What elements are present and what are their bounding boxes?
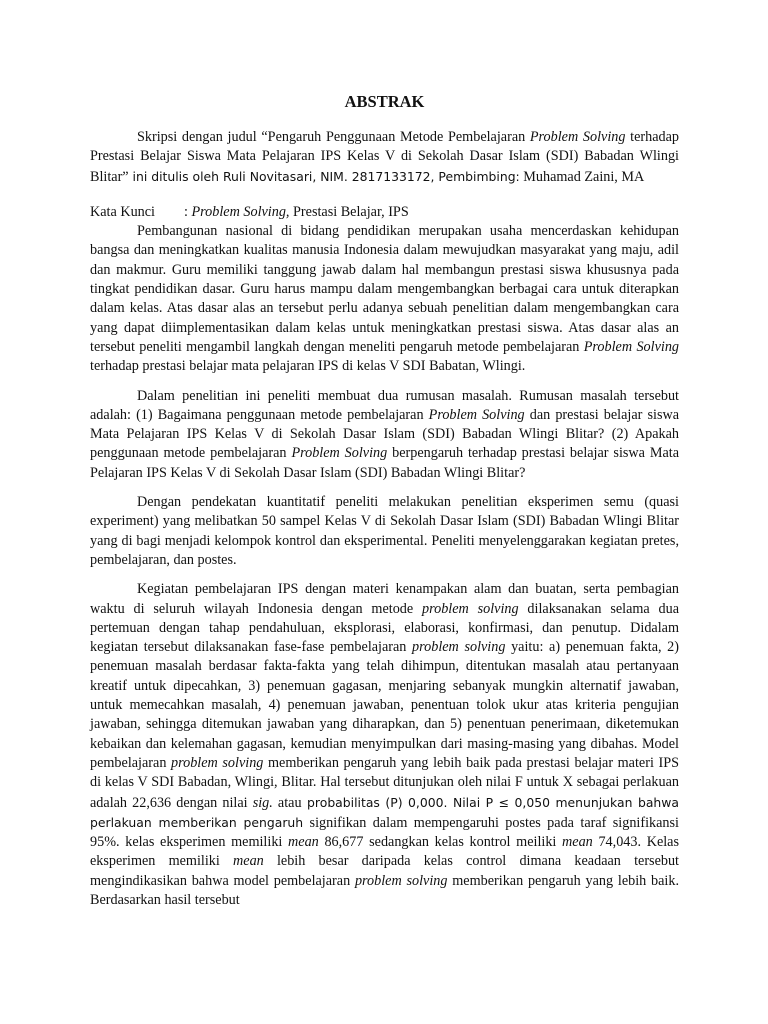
- paragraph-3: [90, 493, 679, 570]
- keywords-label: Kata Kunci: [90, 203, 156, 220]
- p4-text-9: lebih besar daripada kelas control dimana keadaan tersebut mengindikasikan bahwa model pembelajaran: [90, 853, 679, 889]
- paragraph-2: [90, 387, 679, 483]
- p4-text-10: memberikan pengaruh yang lebih baik. Berdasarkan hasil tersebut: [90, 872, 679, 908]
- p4-text-probabilitas: probabilitas (P) 0,000. Nilai P ≤ 0,050 menunjukan bahwa perlakuan memberikan pengaruh: [90, 794, 679, 830]
- keywords-rest: Prestasi Belajar, IPS: [289, 203, 409, 220]
- intro-paragraph: [90, 128, 679, 187]
- page-title: ABSTRAK: [344, 92, 425, 111]
- p4-italic-term-1: problem solving: [422, 600, 519, 617]
- p4-text-6: signifikan dalam mempengaruhi postes pada taraf signifikansi 95%. kelas eksperimen memiliki: [90, 814, 679, 851]
- p3-text-1: Dengan pendekatan kuantitatif peneliti melakukan penelitian eksperimen semu (quasi experiment) yang melibatkan 50 sampel Kelas V di Sekolah Dasar Islam (SDI) Babadan Wlingi Blitar yang di bagi menjadi kelompok kontrol dan eksperimental. Peneliti menyelenggarakan kegiatan pretes, pembelajaran, dan postes.: [90, 494, 679, 568]
- p4-italic-term-2: problem solving: [412, 639, 506, 656]
- p4-text-8: 74,043. Kelas eksperimen memiliki: [90, 834, 679, 870]
- intro-text-4: Muhamad Zaini, MA: [519, 168, 645, 185]
- p4-text-5: atau: [272, 794, 302, 811]
- p4-text-1: Kegiatan pembelajaran IPS dengan materi kenampakan alam dan buatan, serta pembagian waktu di seluruh wilayah Indonesia dengan metode: [90, 581, 679, 617]
- p4-text-7: 86,677 sedangkan kelas kontrol meiliki: [318, 834, 563, 851]
- p2-text-2: dan prestasi belajar siswa Mata Pelajaran IPS Kelas V di Sekolah Dasar Islam (SDI) Babadan Wlingi Blitar? (2) Apakah penggunaan metode pembelajaran: [90, 406, 680, 462]
- p4-text-3: yaitu: a) penemuan fakta, 2) penemuan masalah berdasar fakta-fakta yang telah dihimpun, ditentukan masalah atau pertanyaan kreatif untuk dipecahkan, 3) penemuan gagasan, menjaring sebanyak mungkin alternatif jawaban, untuk memecahkan masalah, 4) penemuan jawaban, penentuan tolok ukur atas kriteria pengujian jawaban, sehingga ditemukan jawaban yang diharapkan, dan 5) penentuan penerimaan, diketemukan kebaikan dan kelemahan gagasan, kemudian menyimpulkan dari masing-masing yang dibahas. Model pembelajaran: [90, 639, 679, 771]
- keyword-italic: Problem Solving,: [191, 203, 290, 220]
- keywords-line: [90, 203, 679, 222]
- paragraph-1: [90, 222, 679, 376]
- p4-italic-mean-2: mean: [562, 834, 593, 851]
- document-page: [90, 92, 679, 910]
- intro-text-3: ini ditulis oleh Ruli Novitasari, NIM. 2817133172, Pembimbing:: [128, 168, 520, 184]
- p2-text-3: berpengaruh terhadap prestasi belajar siswa Mata Pelajaran IPS Kelas V di Sekolah Dasar Islam (SDI) Babadan Wlingi Blitar?: [90, 445, 680, 481]
- keywords-colon: :: [184, 203, 192, 220]
- intro-text-2: terhadap Prestasi Belajar Siswa Mata Pelajaran IPS Kelas V di Sekolah Dasar Islam (SDI) Babadan Wlingi Blitar”: [90, 129, 679, 185]
- p2-text-1: Dalam penelitian ini peneliti membuat dua rumusan masalah. Rumusan masalah tersebut adalah: (1) Bagaimana penggunaan metode pembelajaran: [90, 387, 679, 423]
- p1-text-1: Pembangunan nasional di bidang pendidikan merupakan usaha mencerdaskan kehidupan bangsa dan meningkatkan kualitas manusia Indonesia dalam mewujudkan masyarakat yang maju, adil dan makmur. Guru memiliki tanggung jawab dalam hal membangun prestasi siswa khususnya pada tingkat pendidikan dasar. Guru harus mampu dalam mengembangkan berbagai cara untuk diterapkan dalam kelas. Atas dasar alas an tersebut perlu adanya sebuah penelitian dalam mengembangkan cara yang dapat diimplementasikan dalam kelas untuk meningkatkan prestasi siswa. Atas dasar alas an tersebut peneliti mengambil langkah dengan meneliti pengaruh metode pembelajaran: [90, 223, 679, 355]
- p4-italic-mean-3: mean: [233, 853, 264, 870]
- p4-italic-mean-1: mean: [288, 834, 319, 851]
- p4-italic-sig: sig.: [252, 794, 273, 811]
- p4-italic-term-4: problem solving: [354, 872, 448, 889]
- p4-italic-term-3: problem solving: [171, 754, 264, 771]
- p1-text-2: terhadap prestasi belajar mata pelajaran IPS di kelas V SDI Babatan, Wlingi.: [90, 358, 526, 375]
- intro-italic-term: Problem Solving: [529, 129, 626, 145]
- intro-text-1: Skripsi dengan judul “Pengaruh Penggunaan Metode Pembelajaran: [137, 129, 530, 145]
- p1-italic-term: Problem Solving: [583, 338, 680, 355]
- paragraph-4: [90, 580, 679, 910]
- p2-italic-term-2: Problem Solving: [291, 445, 388, 462]
- p2-italic-term-1: Problem Solving: [428, 406, 525, 423]
- p4-text-4: memberikan pengaruh yang lebih baik pada prestasi belajar materi IPS di kelas V SDI Babadan, Wlingi, Blitar. Hal tersebut ditunjukan oleh nilai F untuk X sebagai perlakuan adalah 22,636 dengan nilai: [90, 754, 679, 811]
- p4-text-2: dilaksanakan selama dua pertemuan dengan tahap pendahuluan, eksplorasi, elaborasi, konfirmasi, dan penutup. Didalam kegiatan tersebut dilaksanakan fase-fase pembelajaran: [90, 600, 680, 656]
